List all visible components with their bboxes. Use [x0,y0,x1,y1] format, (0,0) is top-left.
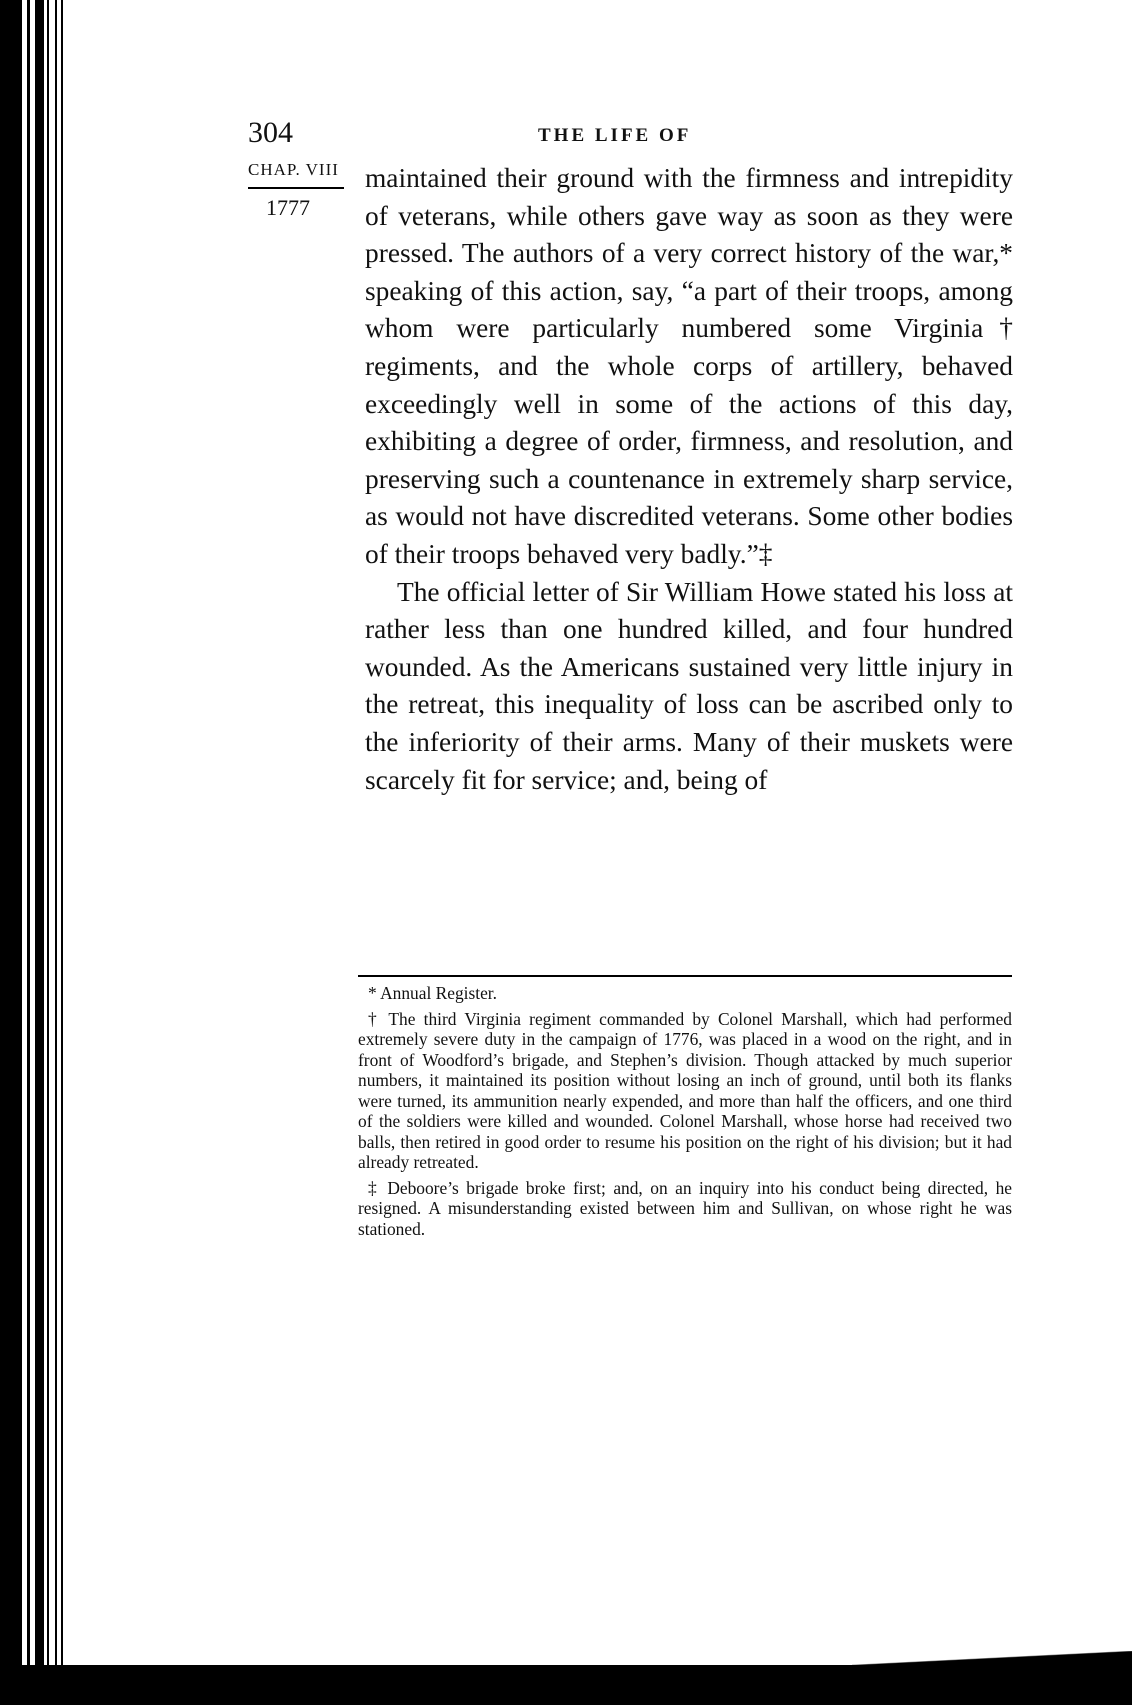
book-spine-line [35,0,44,1705]
body-text [365,160,1013,799]
margin-note [248,160,348,221]
book-spine-line [27,0,30,1705]
book-spine-line [47,0,49,1705]
page-header [248,116,1020,156]
margin-rule [248,187,344,189]
page-number: 304 [248,116,293,149]
year-label: 1777 [266,195,310,220]
scan-bottom-edge [0,1665,1132,1705]
footnote: * Annual Register. [368,983,497,1003]
running-head: THE LIFE OF [538,125,692,146]
paragraph: The official letter of Sir William Howe stated his loss at rather less than one hundred killed, and four hundred wounded. As the Americans sustained very little injury in the retreat, this inequality of loss can be ascribed only to the inferiority of their arms. Many of their muskets were scarcely fit for service; and, being of [365,576,1013,795]
footnote: † The third Virginia regiment commanded by Colonel Marshall, which had performed extremely severe duty in the campaign of 1776, was placed in a wood on the right, and in front of Woodford’s brigade, and Stephen’s division. Though attacked by much superior numbers, it maintained its position without losing an inch of ground, until both its flanks were turned, its ammunition nearly expended, and more than half the officers, and one third of the soldiers were killed and wounded. Colonel Marshall, whose horse had received two balls, then retired in good order to resume his position on the right of his division; but it had already retreated. [358,1008,1012,1172]
footnote: ‡ Deboore’s brigade broke first; and, on an inquiry into his conduct being directed, he resigned. A misunderstanding existed between him and Sullivan, on whose right he was stationed. [358,1177,1012,1239]
book-spine-line [55,0,57,1705]
footnote-rule [358,975,1012,977]
chapter-label: CHAP. VIII [248,160,339,179]
footnotes [358,983,1012,1244]
book-spine-shadow [0,0,22,1705]
paragraph: maintained their ground with the firmness and intrepidity of veterans, while others gave way as soon as they were pressed. The authors of a very correct history of the war,* speaking of this action, say, “a part of their troops, among whom were particularly numbered some Virginia† regiments, and the whole corps of artillery, behaved exceedingly well in some of the actions of this day, exhibiting a degree of order, firmness, and resolution, and preserving such a countenance in extremely sharp service, as would not have discredited veterans. Some other bodies of their troops behaved very badly.”‡ [365,163,1013,569]
book-spine-line [61,0,63,1705]
